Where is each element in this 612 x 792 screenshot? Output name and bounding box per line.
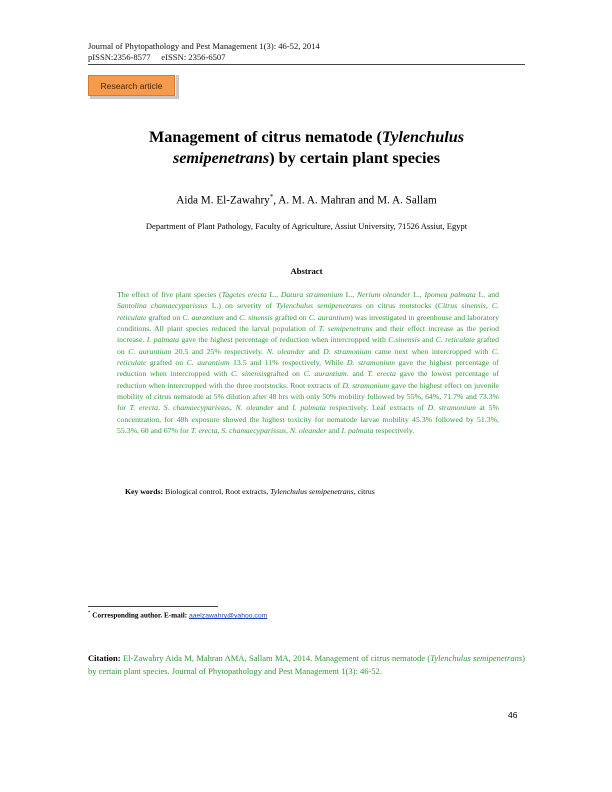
abstract-text: respectively.: [373, 426, 415, 436]
email-link[interactable]: aaelzawahry@yahoo.com: [188, 612, 268, 620]
footnote-label: Corresponding author. E-mail:: [90, 611, 189, 620]
abstract-text: L. and: [475, 290, 500, 299]
corresponding-mark: *: [269, 193, 274, 201]
title-italic: semipenetrans: [172, 149, 270, 167]
paper-title-line2: [88, 148, 525, 169]
abstract-text: L.,: [410, 290, 425, 299]
citation-label: Citation:: [88, 653, 121, 663]
abstract-italic-term: T. erecta: [367, 369, 396, 379]
abstract-italic-term: C.sinensis: [388, 335, 420, 345]
abstract-text: and: [326, 426, 342, 436]
paper-title-line1: [88, 127, 525, 148]
abstract-italic-term: C. aurantium: [303, 369, 347, 379]
abstract-text: gave the highest percentage of reduction when intercropped with: [117, 358, 499, 379]
journal-line: Journal of Phytopathology and Pest Management 1(3): 46-52, 2014: [88, 41, 320, 51]
abstract-text: gave the highest effect on juvenile mobility of citrus nematode at 5% dilution after 48 hrs with only 50% mobility followed by 55%, 64%, 71.7% and 73.3% for: [117, 380, 499, 413]
abstract-text: at 5% concentration, for 48h exposure showed the highest toxicity for nematode larvae mobility 45.3% followed by 51.3%, 55.3%, 60 and 67% for: [117, 403, 499, 436]
abstract-italic-term: C. sinensis: [239, 312, 273, 322]
abstract-text: and: [419, 335, 436, 345]
abstract-italic-term: Citrus sinensis, C. reticulate: [117, 301, 499, 322]
author-name: Aida M. El-Zawahry: [176, 194, 270, 207]
abstract-text: grafted on: [272, 312, 309, 322]
abstract-italic-term: D. stramonium: [346, 358, 395, 368]
article-type-badge: Research article: [88, 75, 175, 96]
citation-text: El-Zawahry Aida M, Mahran AMA, Sallam MA, 2014. Management of citrus nematode (: [120, 653, 431, 663]
abstract-italic-term: C. aurantium: [186, 358, 230, 368]
abstract-text: gave the lowest percentage of reduction when intercropped with the three rootstocks. Root extracts of: [117, 369, 499, 390]
citation-italic: Tylenchulus semipenetrans: [430, 653, 523, 663]
badge-shadow: [90, 96, 179, 99]
keywords-label: Key words:: [125, 487, 164, 496]
abstract-text: . and: [346, 369, 368, 379]
abstract-text: and: [273, 403, 293, 413]
keywords-text: Biological control, Root extracts,: [163, 487, 271, 496]
author-names: , A. M. A. Mahran and M. A. Sallam: [273, 194, 437, 207]
badge-shadow: [176, 75, 179, 98]
abstract-text: 20.5 and 25% respectively.: [171, 346, 267, 356]
keywords-tail: , citrus: [353, 487, 375, 496]
abstract-text: respectively. Leaf extracts of: [325, 403, 428, 413]
header-rule: [88, 64, 525, 65]
abstract-italic-term: I. palmata: [146, 335, 179, 345]
abstract-text: 13.5 and 11% respectively, While: [229, 358, 347, 368]
abstract-italic-term: C. aurantium: [308, 312, 351, 322]
footnote-mark: *: [88, 611, 91, 616]
abstract-italic-term: C. reticulate: [117, 346, 499, 368]
abstract-italic-term: Nerium oleander: [356, 290, 411, 299]
abstract-italic-term: Tylenchulus semipenetrans: [276, 301, 362, 311]
abstract-text: and their effect increase as the period increase.: [117, 324, 499, 345]
abstract-text: grafted on: [266, 369, 304, 379]
abstract-text: grafted on: [146, 312, 183, 322]
title-text: ) by certain plant species: [269, 149, 441, 167]
keywords: [125, 487, 375, 496]
abstract-text: The effect of five plant species (: [117, 290, 222, 299]
corresponding-footnote: [88, 611, 267, 619]
abstract-text: came next when intercropped with: [371, 346, 492, 356]
abstract-italic-term: Santolina chamaecyparissus: [117, 301, 208, 311]
title-italic: Tylenchulus: [381, 128, 465, 146]
abstract-italic-term: D. stramonium: [427, 403, 476, 413]
abstract-text: gave the highest percentage of reduction when intercropped with: [179, 335, 389, 345]
abstract-italic-term: Tagetes erecta: [221, 290, 267, 299]
author-list: [88, 193, 525, 207]
abstract-text: and: [223, 312, 240, 322]
title-text: Management of citrus nematode (: [148, 128, 382, 146]
abstract-italic-term: Datura stramonium: [280, 290, 343, 299]
abstract-italic-term: C. aurantium: [128, 346, 172, 356]
abstract-italic-term: N. oleander: [266, 346, 305, 356]
issn-line: pISSN:2356-8577 eISSN: 2356-6507: [88, 52, 226, 62]
abstract-text: L.) on severity of: [207, 301, 277, 311]
footnote-rule: [88, 606, 218, 607]
abstract-italic-term: D. stramonium: [323, 346, 372, 356]
abstract-italic-term: T. erecta, S. chamaecyparissus, N. oleander: [190, 426, 327, 436]
abstract-text: L.,: [342, 290, 357, 299]
page-number: 46: [508, 710, 518, 720]
abstract-text: on citrus rootstocks (: [361, 301, 438, 311]
abstract-italic-term: T. semipenetrans: [318, 324, 373, 334]
abstract-italic-term: T. erecta, S. chamaecyparissus, N. oleander: [129, 403, 274, 413]
abstract-text: and: [304, 346, 324, 356]
abstract-italic-term: I. palmata: [292, 403, 326, 413]
abstract-text: grafted on: [146, 358, 187, 368]
abstract-text: grafted on: [117, 335, 499, 356]
citation-text: ) by certain plant species. Journal of Phytopathology and Pest Management 1(3): 46-52.: [88, 653, 525, 676]
abstract-italic-term: C. sinensis: [231, 369, 267, 379]
abstract-body: [117, 289, 499, 436]
abstract-italic-term: C. aurantium: [182, 312, 224, 322]
abstract-italic-term: D. stramonium: [342, 380, 390, 390]
abstract-heading: Abstract: [290, 266, 323, 276]
abstract-italic-term: Ipomea palmata: [424, 290, 476, 299]
affiliation: Department of Plant Pathology, Faculty of Agriculture, Assiut University, 71526 Assiut, Egypt: [145, 221, 468, 231]
citation: [88, 652, 525, 678]
keywords-italic: Tylenchulus semipenetrans: [270, 487, 354, 496]
abstract-italic-term: C. reticulate: [435, 335, 475, 345]
abstract-text: ) was investigated in greenhouse and laboratory conditions. All plant species reduced the larval population of: [117, 312, 499, 334]
abstract-italic-term: I. palmata: [341, 426, 374, 436]
abstract-text: L.,: [266, 290, 281, 299]
